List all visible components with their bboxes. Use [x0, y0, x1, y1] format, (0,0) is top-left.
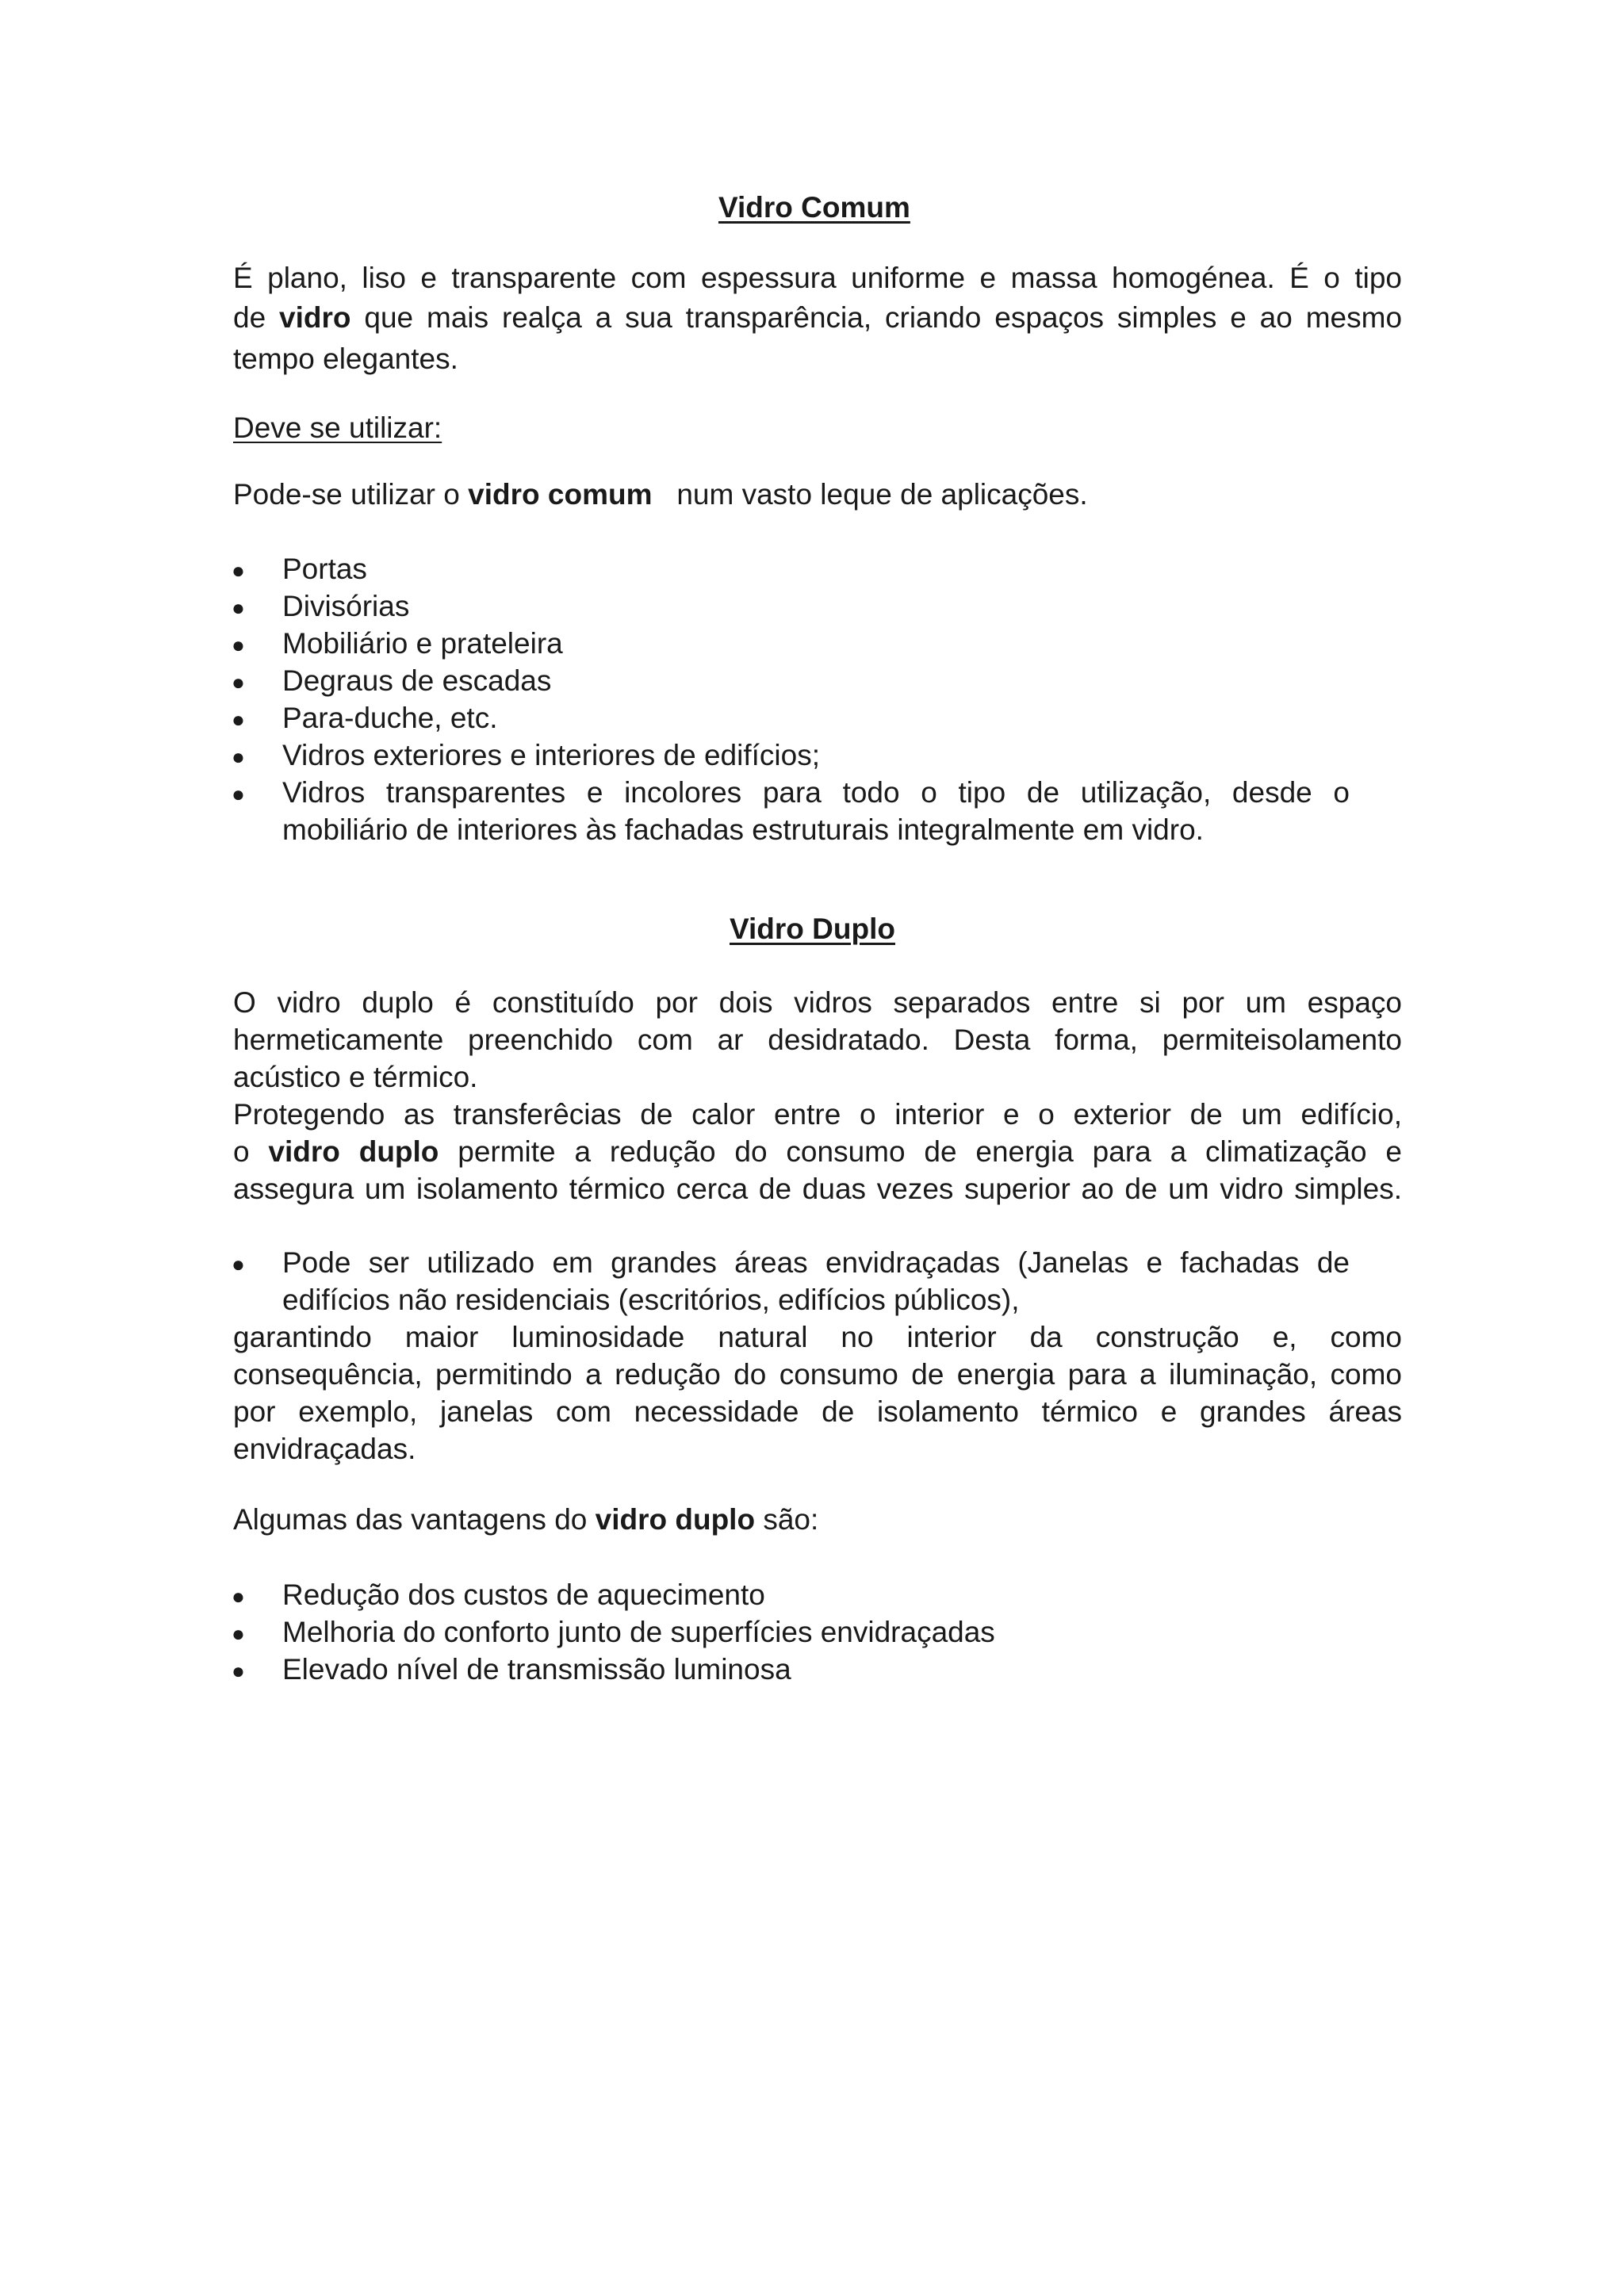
bullet-marker: ●: [232, 707, 245, 732]
intro-line: Pode-se utilizar o vidro comum num vasto leque de aplicações.: [233, 478, 1088, 511]
paragraph-line: o vidro duplo permite a redução do consumo de energia para a climatização e: [233, 1135, 1402, 1168]
list-item: Melhoria do conforto junto de superfícies envidraçadas: [282, 1616, 995, 1648]
subheading-deve-se-utilizar: Deve se utilizar:: [233, 411, 442, 444]
list-item: Pode ser utilizado em grandes áreas envidraçadas (Janelas e fachadas de: [282, 1246, 1350, 1279]
paragraph-line: É plano, liso e transparente com espessura uniforme e massa homogénea. É o tipo: [233, 262, 1402, 294]
bullet-marker: ●: [232, 744, 245, 769]
bullet-marker: ●: [232, 595, 245, 620]
bullet-marker: ●: [232, 558, 245, 583]
bullet-marker: ●: [232, 1584, 245, 1609]
bullet-marker: ●: [232, 782, 245, 806]
bullet-marker: ●: [232, 1659, 245, 1683]
bullet-marker: ●: [232, 670, 245, 695]
advantages-intro: Algumas das vantagens do vidro duplo são:: [233, 1503, 819, 1536]
list-item-continuation: edifícios não residenciais (escritórios, edifícios públicos),: [282, 1284, 1020, 1316]
paragraph-line: Protegendo as transferêcias de calor entre o interior e o exterior de um edifício,: [233, 1098, 1402, 1131]
paragraph-line: hermeticamente preenchido com ar desidratado. Desta forma, permiteisolamento: [233, 1024, 1402, 1056]
list-item: Mobiliário e prateleira: [282, 627, 563, 660]
section-title-vidro-duplo: Vidro Duplo: [730, 913, 895, 945]
list-item: Degraus de escadas: [282, 664, 552, 697]
paragraph-line: por exemplo, janelas com necessidade de isolamento térmico e grandes áreas: [233, 1395, 1402, 1428]
list-item: Portas: [282, 553, 367, 585]
section-title-vidro-comum: Vidro Comum: [718, 191, 910, 224]
list-item: Vidros transparentes e incolores para todo o tipo de utilização, desde o: [282, 776, 1350, 809]
list-item: Para-duche, etc.: [282, 702, 498, 734]
paragraph-line: assegura um isolamento térmico cerca de duas vezes superior ao de um vidro simples.: [233, 1173, 1402, 1205]
list-item: Redução dos custos de aquecimento: [282, 1578, 765, 1611]
paragraph-line: envidraçadas.: [233, 1433, 416, 1465]
bullet-marker: ●: [232, 1621, 245, 1646]
paragraph-line: acústico e térmico.: [233, 1061, 478, 1093]
paragraph-line: O vidro duplo é constituído por dois vidros separados entre si por um espaço: [233, 986, 1402, 1019]
list-item: Elevado nível de transmissão luminosa: [282, 1653, 791, 1686]
paragraph-line: tempo elegantes.: [233, 342, 458, 375]
bullet-marker: ●: [232, 1252, 245, 1276]
paragraph-line: de vidro que mais realça a sua transparência, criando espaços simples e ao mesmo: [233, 301, 1403, 334]
list-item: Divisórias: [282, 590, 410, 622]
list-item: Vidros exteriores e interiores de edifícios;: [282, 739, 820, 771]
bullet-marker: ●: [232, 633, 245, 657]
paragraph-line: consequência, permitindo a redução do consumo de energia para a iluminação, como: [233, 1358, 1402, 1391]
paragraph-line: garantindo maior luminosidade natural no interior da construção e, como: [233, 1321, 1402, 1353]
list-item-continuation: mobiliário de interiores às fachadas estruturais integralmente em vidro.: [282, 813, 1204, 846]
